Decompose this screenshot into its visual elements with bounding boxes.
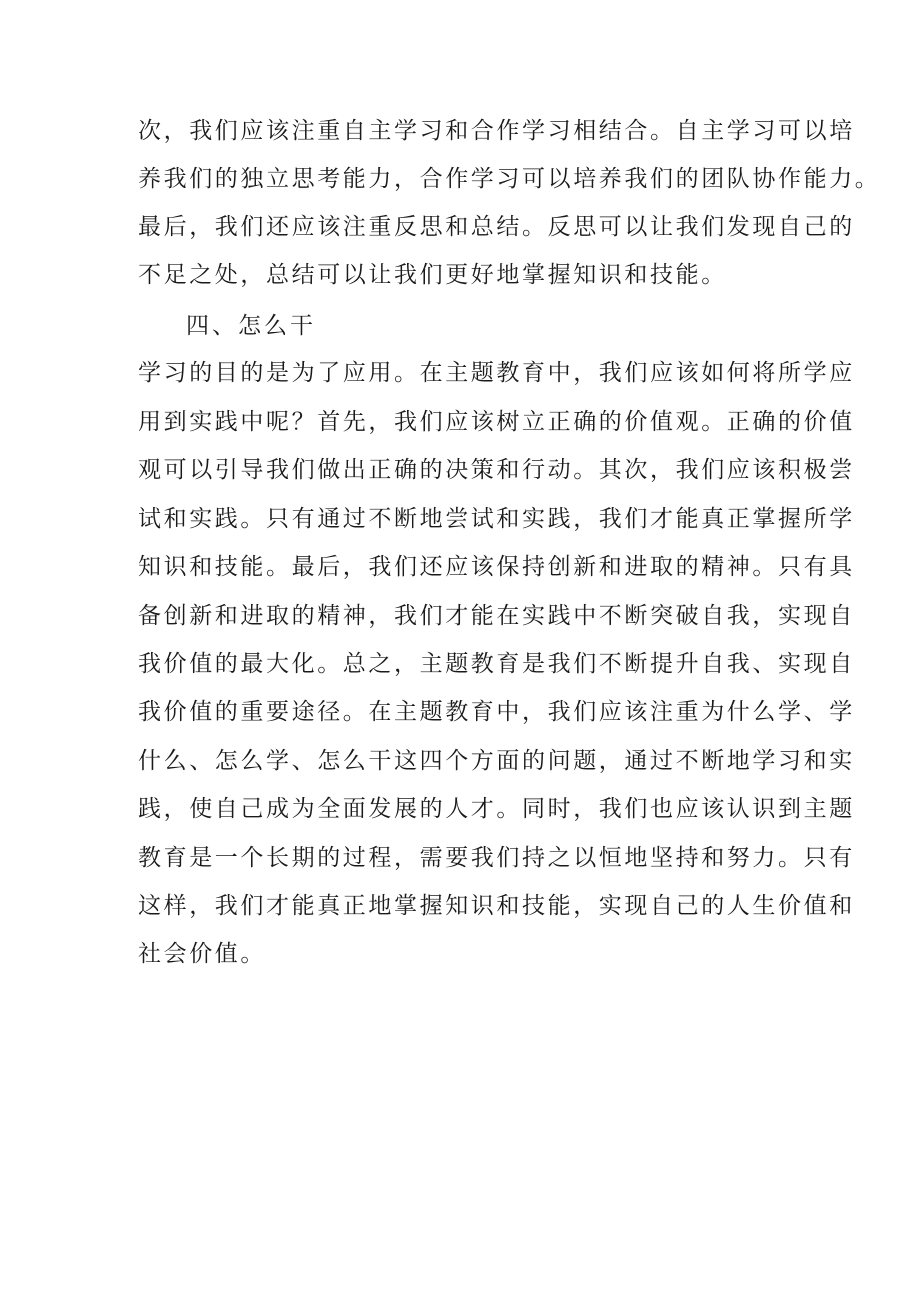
paragraph-line: 知识和技能。最后，我们还应该保持创新和进取的精神。只有具 xyxy=(138,554,855,580)
paragraph-line: 次，我们应该注重自主学习和合作学习相结合。自主学习可以培 xyxy=(138,118,855,144)
paragraph-line: 我价值的重要途径。在主题教育中，我们应该注重为什么学、学 xyxy=(138,699,855,725)
paragraph-line: 备创新和进取的精神，我们才能在实践中不断突破自我，实现自 xyxy=(138,603,855,629)
paragraph-line: 不足之处，总结可以让我们更好地掌握知识和技能。 xyxy=(138,262,727,288)
paragraph-line: 用到实践中呢？首先，我们应该树立正确的价值观。正确的价值 xyxy=(138,409,855,435)
paragraph-line: 养我们的独立思考能力，合作学习可以培养我们的团队协作能力。 xyxy=(138,166,881,192)
paragraph-line: 我价值的最大化。总之，主题教育是我们不断提升自我、实现自 xyxy=(138,651,855,677)
paragraph-line: 学习的目的是为了应用。在主题教育中，我们应该如何将所学应 xyxy=(138,360,855,386)
paragraph-line: 这样，我们才能真正地掌握知识和技能，实现自己的人生价值和 xyxy=(138,893,855,919)
paragraph-line: 践，使自己成为全面发展的人才。同时，我们也应该认识到主题 xyxy=(138,796,855,822)
paragraph-line: 最后，我们还应该注重反思和总结。反思可以让我们发现自己的 xyxy=(138,214,855,240)
paragraph-line: 观可以引导我们做出正确的决策和行动。其次，我们应该积极尝 xyxy=(138,457,855,483)
paragraph-line: 社会价值。 xyxy=(138,941,266,967)
paragraph-line: 试和实践。只有通过不断地尝试和实践，我们才能真正掌握所学 xyxy=(138,506,855,532)
paragraph-line: 教育是一个长期的过程，需要我们持之以恒地坚持和努力。只有 xyxy=(138,845,855,871)
section-heading: 四、怎么干 xyxy=(186,313,316,339)
paragraph-line: 什么、怎么学、怎么干这四个方面的问题，通过不断地学习和实 xyxy=(138,748,855,774)
